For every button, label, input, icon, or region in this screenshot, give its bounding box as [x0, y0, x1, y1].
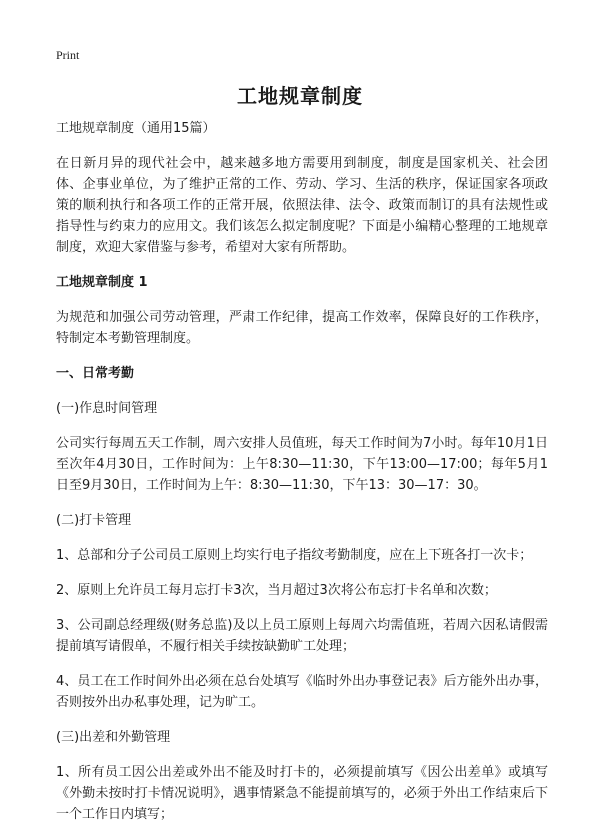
subsection-text-1: 公司实行每周五天工作制，周六安排人员值班，每天工作时间为7小时。每年10月1日至次年4月30日，工作时间为：上午8:30—11:30，下午13:00—17:00；每年5月1日至9月30日，工作时间为上午：8:30—11:30，下午13：30—17：30。: [56, 436, 548, 493]
section-intro: 为规范和加强公司劳动管理，严肃工作纪律，提高工作效率，保障良好的工作秩序，特制定本考勤管理制度。: [56, 310, 548, 346]
print-link[interactable]: Print: [56, 48, 80, 62]
list-item: 3、公司副总经理级(财务总监)及以上员工原则上每周六均需值班，若周六因私请假需提前填写请假单，不履行相关手续按缺勤旷工处理；: [56, 618, 548, 654]
subsection-heading-1: (一)作息时间管理: [56, 401, 158, 416]
subsection-heading-3: (三)出差和外勤管理: [56, 730, 171, 745]
list-item: 2、原则上允许员工每月忘打卡3次，当月超过3次将公布忘打卡名单和次数；: [56, 583, 497, 598]
doc-intro: 在日新月异的现代社会中，越来越多地方需要用到制度，制度是国家机关、社会团体、企事业单位，为了维护正常的工作、劳动、学习、生活的秩序，保证国家各项政策的顺利执行和各项工作的正常开展，依照法律、法令、政策而制订的具有法规性或指导性与约束力的应用文。我们该怎么拟定制度呢？下面是小编精心整理的工地规章制度，欢迎大家借鉴与参考，希望对大家有所帮助。: [56, 156, 548, 255]
list-item: 1、所有员工因公出差或外出不能及时打卡的，必须提前填写《因公出差单》或填写《外勤未按时打卡情况说明》，遇事情紧急不能提前填写的，必须于外出工作结束后下一个工作日内填写；: [56, 765, 548, 822]
subsection-heading-2: (二)打卡管理: [56, 513, 132, 528]
doc-subtitle: 工地规章制度（通用15篇）: [56, 121, 216, 136]
part-heading: 一、日常考勤: [56, 366, 135, 381]
section-heading: 工地规章制度 1: [56, 275, 148, 290]
page-title: 工地规章制度: [237, 84, 363, 108]
list-item: 1、总部和分子公司员工原则上均实行电子指纹考勤制度，应在上下班各打一次卡；: [56, 548, 533, 563]
document-content: [56, 118, 548, 839]
list-item: 4、员工在工作时间外出必须在总台处填写《临时外出办事登记表》后方能外出办事，否则按外出办私事处理，记为旷工。: [56, 674, 548, 710]
